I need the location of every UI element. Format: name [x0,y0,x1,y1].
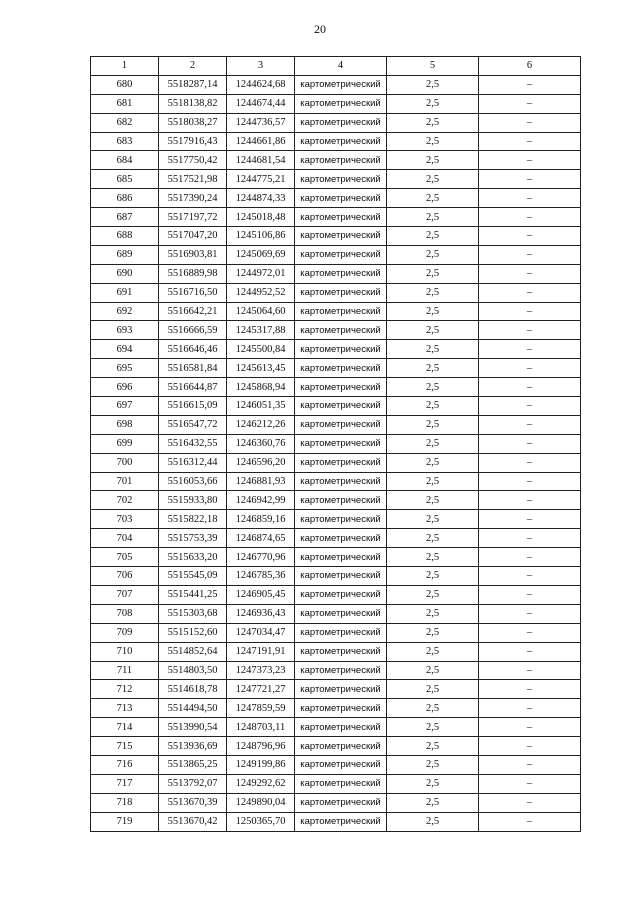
point-number-cell: 708 [91,604,159,623]
x-coordinate-cell: 5515633,20 [159,548,227,567]
y-coordinate-cell: 1246942,99 [227,491,295,510]
table-row [91,623,581,642]
point-number-cell: 713 [91,699,159,718]
x-coordinate-cell: 5517390,24 [159,189,227,208]
accuracy-cell: 2,5 [387,208,479,227]
point-number-cell: 707 [91,585,159,604]
y-coordinate-cell: 1246905,45 [227,585,295,604]
x-coordinate-cell: 5517197,72 [159,208,227,227]
point-number-cell: 687 [91,208,159,227]
table-row [91,604,581,623]
y-coordinate-cell: 1246785,36 [227,567,295,586]
accuracy-cell: 2,5 [387,548,479,567]
accuracy-cell: 2,5 [387,604,479,623]
point-number-cell: 695 [91,359,159,378]
point-number-cell: 685 [91,170,159,189]
method-cell: картометрический [295,397,387,416]
accuracy-cell: 2,5 [387,75,479,94]
point-number-cell: 691 [91,283,159,302]
method-cell: картометрический [295,585,387,604]
description-cell: – [479,340,581,359]
description-cell: – [479,812,581,831]
table-row [91,302,581,321]
x-coordinate-cell: 5514494,50 [159,699,227,718]
point-number-cell: 680 [91,75,159,94]
table-row [91,491,581,510]
table-row [91,151,581,170]
method-cell: картометрический [295,264,387,283]
point-number-cell: 699 [91,434,159,453]
description-cell: – [479,189,581,208]
description-cell: – [479,94,581,113]
method-cell: картометрический [295,75,387,94]
point-number-cell: 696 [91,378,159,397]
method-cell: картометрический [295,208,387,227]
description-cell: – [479,227,581,246]
table-row [91,642,581,661]
method-cell: картометрический [295,170,387,189]
accuracy-cell: 2,5 [387,321,479,340]
accuracy-cell: 2,5 [387,302,479,321]
x-coordinate-cell: 5515933,80 [159,491,227,510]
table-row [91,774,581,793]
x-coordinate-cell: 5516312,44 [159,453,227,472]
method-cell: картометрический [295,283,387,302]
accuracy-cell: 2,5 [387,567,479,586]
description-cell: – [479,321,581,340]
accuracy-cell: 2,5 [387,378,479,397]
table-row [91,359,581,378]
x-coordinate-cell: 5514803,50 [159,661,227,680]
method-cell: картометрический [295,604,387,623]
point-number-cell: 702 [91,491,159,510]
description-cell: – [479,397,581,416]
point-number-cell: 688 [91,227,159,246]
point-number-cell: 689 [91,245,159,264]
x-coordinate-cell: 5518138,82 [159,94,227,113]
description-cell: – [479,132,581,151]
description-cell: – [479,302,581,321]
x-coordinate-cell: 5516644,87 [159,378,227,397]
method-cell: картометрический [295,189,387,208]
x-coordinate-cell: 5515753,39 [159,529,227,548]
accuracy-cell: 2,5 [387,623,479,642]
description-cell: – [479,604,581,623]
method-cell: картометрический [295,434,387,453]
method-cell: картометрический [295,94,387,113]
point-number-cell: 719 [91,812,159,831]
method-cell: картометрический [295,245,387,264]
x-coordinate-cell: 5516581,84 [159,359,227,378]
method-cell: картометрический [295,755,387,774]
x-coordinate-cell: 5516903,81 [159,245,227,264]
table-row [91,812,581,831]
table-row [91,189,581,208]
point-number-cell: 704 [91,529,159,548]
y-coordinate-cell: 1244775,21 [227,170,295,189]
point-number-cell: 694 [91,340,159,359]
x-coordinate-cell: 5515545,09 [159,567,227,586]
accuracy-cell: 2,5 [387,793,479,812]
description-cell: – [479,737,581,756]
x-coordinate-cell: 5517521,98 [159,170,227,189]
method-cell: картометрический [295,774,387,793]
y-coordinate-cell: 1249890,04 [227,793,295,812]
point-number-cell: 714 [91,718,159,737]
y-coordinate-cell: 1246881,93 [227,472,295,491]
description-cell: – [479,642,581,661]
method-cell: картометрический [295,378,387,397]
table-row [91,510,581,529]
accuracy-cell: 2,5 [387,737,479,756]
y-coordinate-cell: 1244661,86 [227,132,295,151]
x-coordinate-cell: 5517047,20 [159,227,227,246]
x-coordinate-cell: 5517916,43 [159,132,227,151]
table-row [91,680,581,699]
point-number-cell: 681 [91,94,159,113]
y-coordinate-cell: 1244874,33 [227,189,295,208]
description-cell: – [479,661,581,680]
description-cell: – [479,774,581,793]
method-cell: картометрический [295,151,387,170]
y-coordinate-cell: 1244681,54 [227,151,295,170]
table-row [91,737,581,756]
table-header-row [91,57,581,76]
description-cell: – [479,113,581,132]
x-coordinate-cell: 5516547,72 [159,415,227,434]
description-cell: – [479,434,581,453]
x-coordinate-cell: 5516053,66 [159,472,227,491]
description-cell: – [479,264,581,283]
description-cell: – [479,415,581,434]
column-header: 5 [387,57,479,76]
method-cell: картометрический [295,718,387,737]
x-coordinate-cell: 5516642,21 [159,302,227,321]
table-row [91,397,581,416]
y-coordinate-cell: 1245868,94 [227,378,295,397]
y-coordinate-cell: 1245613,45 [227,359,295,378]
method-cell: картометрический [295,321,387,340]
y-coordinate-cell: 1246936,43 [227,604,295,623]
column-header: 1 [91,57,159,76]
description-cell: – [479,680,581,699]
table-row [91,245,581,264]
accuracy-cell: 2,5 [387,812,479,831]
table-row [91,321,581,340]
table-row [91,283,581,302]
y-coordinate-cell: 1245064,60 [227,302,295,321]
accuracy-cell: 2,5 [387,227,479,246]
y-coordinate-cell: 1245069,69 [227,245,295,264]
accuracy-cell: 2,5 [387,397,479,416]
method-cell: картометрический [295,793,387,812]
column-header: 2 [159,57,227,76]
y-coordinate-cell: 1246051,35 [227,397,295,416]
accuracy-cell: 2,5 [387,94,479,113]
point-number-cell: 697 [91,397,159,416]
description-cell: – [479,718,581,737]
point-number-cell: 701 [91,472,159,491]
x-coordinate-cell: 5513670,42 [159,812,227,831]
y-coordinate-cell: 1246360,76 [227,434,295,453]
y-coordinate-cell: 1246212,26 [227,415,295,434]
table-row [91,472,581,491]
accuracy-cell: 2,5 [387,510,479,529]
table-row [91,434,581,453]
point-number-cell: 715 [91,737,159,756]
x-coordinate-cell: 5514618,78 [159,680,227,699]
y-coordinate-cell: 1250365,70 [227,812,295,831]
method-cell: картометрический [295,529,387,548]
accuracy-cell: 2,5 [387,151,479,170]
accuracy-cell: 2,5 [387,642,479,661]
accuracy-cell: 2,5 [387,491,479,510]
accuracy-cell: 2,5 [387,472,479,491]
y-coordinate-cell: 1249199,86 [227,755,295,774]
description-cell: – [479,567,581,586]
x-coordinate-cell: 5516889,98 [159,264,227,283]
table-row [91,170,581,189]
y-coordinate-cell: 1247721,27 [227,680,295,699]
column-header: 6 [479,57,581,76]
point-number-cell: 709 [91,623,159,642]
description-cell: – [479,378,581,397]
description-cell: – [479,75,581,94]
point-number-cell: 684 [91,151,159,170]
y-coordinate-cell: 1247191,91 [227,642,295,661]
table-row [91,113,581,132]
x-coordinate-cell: 5514852,64 [159,642,227,661]
y-coordinate-cell: 1245106,86 [227,227,295,246]
description-cell: – [479,623,581,642]
method-cell: картометрический [295,699,387,718]
table-row [91,567,581,586]
accuracy-cell: 2,5 [387,718,479,737]
coordinates-table [90,56,581,832]
accuracy-cell: 2,5 [387,245,479,264]
point-number-cell: 710 [91,642,159,661]
point-number-cell: 716 [91,755,159,774]
method-cell: картометрический [295,227,387,246]
x-coordinate-cell: 5516716,50 [159,283,227,302]
description-cell: – [479,208,581,227]
y-coordinate-cell: 1248796,96 [227,737,295,756]
point-number-cell: 692 [91,302,159,321]
table-body [91,75,581,831]
table-row [91,453,581,472]
x-coordinate-cell: 5513865,25 [159,755,227,774]
method-cell: картометрический [295,415,387,434]
table-row [91,529,581,548]
method-cell: картометрический [295,132,387,151]
y-coordinate-cell: 1245317,88 [227,321,295,340]
point-number-cell: 718 [91,793,159,812]
point-number-cell: 703 [91,510,159,529]
table-row [91,755,581,774]
table-row [91,661,581,680]
x-coordinate-cell: 5517750,42 [159,151,227,170]
x-coordinate-cell: 5516432,55 [159,434,227,453]
y-coordinate-cell: 1244736,57 [227,113,295,132]
y-coordinate-cell: 1244952,52 [227,283,295,302]
accuracy-cell: 2,5 [387,661,479,680]
accuracy-cell: 2,5 [387,774,479,793]
x-coordinate-cell: 5516666,59 [159,321,227,340]
method-cell: картометрический [295,491,387,510]
description-cell: – [479,245,581,264]
table-row [91,227,581,246]
point-number-cell: 712 [91,680,159,699]
description-cell: – [479,491,581,510]
y-coordinate-cell: 1248703,11 [227,718,295,737]
accuracy-cell: 2,5 [387,415,479,434]
point-number-cell: 700 [91,453,159,472]
point-number-cell: 690 [91,264,159,283]
description-cell: – [479,585,581,604]
accuracy-cell: 2,5 [387,434,479,453]
method-cell: картометрический [295,113,387,132]
point-number-cell: 698 [91,415,159,434]
description-cell: – [479,548,581,567]
description-cell: – [479,472,581,491]
y-coordinate-cell: 1245018,48 [227,208,295,227]
y-coordinate-cell: 1246770,96 [227,548,295,567]
x-coordinate-cell: 5515152,60 [159,623,227,642]
y-coordinate-cell: 1247373,23 [227,661,295,680]
method-cell: картометрический [295,812,387,831]
description-cell: – [479,510,581,529]
y-coordinate-cell: 1246874,65 [227,529,295,548]
point-number-cell: 683 [91,132,159,151]
y-coordinate-cell: 1247859,59 [227,699,295,718]
method-cell: картометрический [295,623,387,642]
column-header: 4 [295,57,387,76]
method-cell: картометрический [295,548,387,567]
table-row [91,585,581,604]
page-number: 20 [314,22,326,36]
y-coordinate-cell: 1246859,16 [227,510,295,529]
x-coordinate-cell: 5515441,25 [159,585,227,604]
y-coordinate-cell: 1245500,84 [227,340,295,359]
x-coordinate-cell: 5513990,54 [159,718,227,737]
point-number-cell: 693 [91,321,159,340]
table-row [91,94,581,113]
column-header: 3 [227,57,295,76]
table-row [91,415,581,434]
method-cell: картометрический [295,567,387,586]
point-number-cell: 682 [91,113,159,132]
table-row [91,699,581,718]
description-cell: – [479,793,581,812]
table-row [91,340,581,359]
accuracy-cell: 2,5 [387,755,479,774]
description-cell: – [479,699,581,718]
point-number-cell: 686 [91,189,159,208]
point-number-cell: 711 [91,661,159,680]
description-cell: – [479,755,581,774]
accuracy-cell: 2,5 [387,453,479,472]
method-cell: картометрический [295,453,387,472]
table-row [91,718,581,737]
description-cell: – [479,170,581,189]
accuracy-cell: 2,5 [387,340,479,359]
x-coordinate-cell: 5513936,69 [159,737,227,756]
description-cell: – [479,359,581,378]
table-row [91,378,581,397]
accuracy-cell: 2,5 [387,264,479,283]
x-coordinate-cell: 5518038,27 [159,113,227,132]
table-row [91,264,581,283]
y-coordinate-cell: 1244972,01 [227,264,295,283]
table-row [91,132,581,151]
method-cell: картометрический [295,302,387,321]
y-coordinate-cell: 1249292,62 [227,774,295,793]
table-row [91,548,581,567]
y-coordinate-cell: 1244624,68 [227,75,295,94]
method-cell: картометрический [295,661,387,680]
point-number-cell: 706 [91,567,159,586]
y-coordinate-cell: 1244674,44 [227,94,295,113]
accuracy-cell: 2,5 [387,283,479,302]
table-row [91,75,581,94]
x-coordinate-cell: 5516615,09 [159,397,227,416]
point-number-cell: 717 [91,774,159,793]
x-coordinate-cell: 5518287,14 [159,75,227,94]
description-cell: – [479,151,581,170]
table-row [91,208,581,227]
x-coordinate-cell: 5515303,68 [159,604,227,623]
method-cell: картометрический [295,680,387,699]
method-cell: картометрический [295,510,387,529]
method-cell: картометрический [295,359,387,378]
description-cell: – [479,529,581,548]
method-cell: картометрический [295,340,387,359]
accuracy-cell: 2,5 [387,585,479,604]
accuracy-cell: 2,5 [387,359,479,378]
method-cell: картометрический [295,642,387,661]
accuracy-cell: 2,5 [387,189,479,208]
y-coordinate-cell: 1247034,47 [227,623,295,642]
accuracy-cell: 2,5 [387,170,479,189]
description-cell: – [479,283,581,302]
table-row [91,793,581,812]
y-coordinate-cell: 1246596,20 [227,453,295,472]
x-coordinate-cell: 5516646,46 [159,340,227,359]
accuracy-cell: 2,5 [387,113,479,132]
accuracy-cell: 2,5 [387,680,479,699]
accuracy-cell: 2,5 [387,132,479,151]
method-cell: картометрический [295,472,387,491]
description-cell: – [479,453,581,472]
method-cell: картометрический [295,737,387,756]
accuracy-cell: 2,5 [387,529,479,548]
accuracy-cell: 2,5 [387,699,479,718]
x-coordinate-cell: 5513792,07 [159,774,227,793]
x-coordinate-cell: 5513670,39 [159,793,227,812]
point-number-cell: 705 [91,548,159,567]
x-coordinate-cell: 5515822,18 [159,510,227,529]
